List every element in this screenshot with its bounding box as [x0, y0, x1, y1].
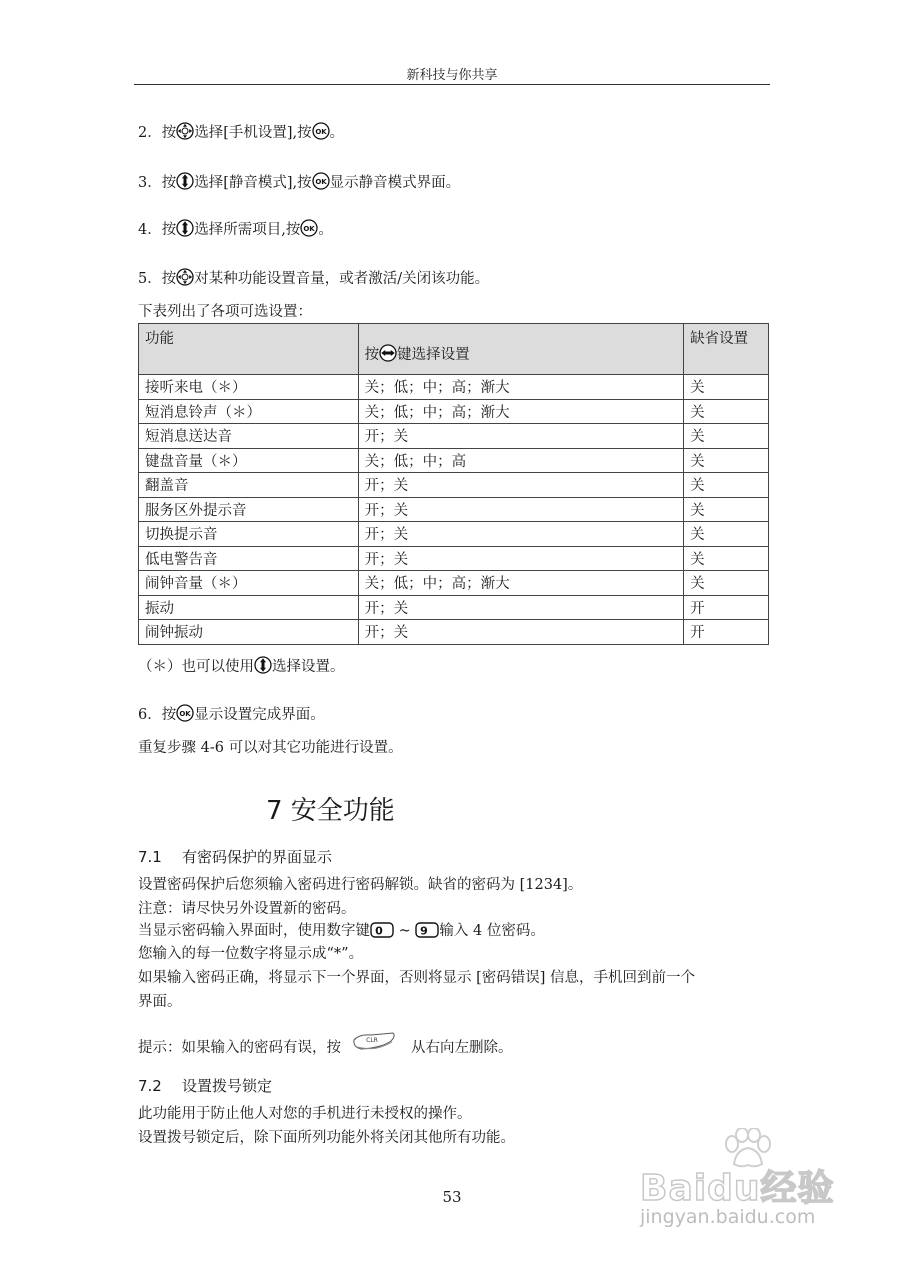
repeat-note: 重复步骤 4-6 可以对其它功能进行设置。 — [138, 740, 403, 756]
step-4-mid: 选择所需项目,按 — [194, 222, 301, 238]
nav-updown-icon — [176, 219, 194, 237]
svg-text:OK: OK — [179, 710, 191, 718]
step-2-mid: 选择[手机设置],按 — [194, 125, 312, 141]
table-row — [139, 620, 769, 645]
nav-4way-icon — [176, 122, 194, 140]
cell-options: 关；低；中；高；渐大 — [358, 399, 683, 424]
settings-table — [138, 323, 769, 645]
svg-text:OK: OK — [314, 128, 327, 136]
cell-function: 服务区外提示音 — [139, 497, 359, 522]
step-5-prefix: 5．按 — [138, 271, 177, 287]
key-9-label: 9 — [420, 924, 429, 938]
cell-default: 关 — [684, 375, 769, 400]
cell-default: 关 — [684, 473, 769, 498]
sec72-p1: 此功能用于防止他人对您的手机进行未授权的操作。 — [138, 1106, 472, 1122]
cell-function: 振动 — [139, 595, 359, 620]
cell-default: 开 — [684, 595, 769, 620]
table-row — [139, 497, 769, 522]
section-number: 7.2 — [138, 1077, 162, 1095]
tilde: ~ — [394, 923, 416, 939]
ok-key-icon — [300, 219, 318, 237]
step-4 — [138, 219, 333, 240]
section-7-1-heading — [138, 846, 332, 867]
note-star-prefix: （＊）也可以使用 — [138, 659, 254, 675]
table-row — [139, 522, 769, 547]
table-row — [139, 424, 769, 449]
sec72-p2: 设置拨号锁定后，除下面所列功能外将关闭其他所有功能。 — [138, 1130, 515, 1146]
cell-default: 开 — [684, 620, 769, 645]
cell-default: 关 — [684, 497, 769, 522]
page-header: 新科技与你共享 — [406, 68, 498, 83]
cell-function: 翻盖音 — [139, 473, 359, 498]
tip-prefix: 提示：如果输入的密码有误，按 — [138, 1040, 341, 1056]
cell-function: 短消息铃声（＊） — [139, 399, 359, 424]
sec71-p3-prefix: 当显示密码输入界面时，使用数字键 — [138, 923, 370, 939]
digit-0-key-icon — [370, 922, 394, 944]
nav-updown-icon — [254, 656, 272, 674]
nav-leftright-icon — [379, 344, 397, 362]
cell-default: 关 — [684, 448, 769, 473]
sec71-p1: 设置密码保护后您须输入密码进行密码解锁。缺省的密码为 [1234]。 — [138, 877, 583, 893]
step-5-suffix: 对某种功能设置音量，或者激活/关闭该功能。 — [194, 271, 490, 287]
section-title: 有密码保护的界面显示 — [182, 848, 333, 866]
sec71-p4: 您输入的每一位数字将显示成“*”。 — [138, 946, 364, 962]
cell-options: 开；关 — [358, 424, 683, 449]
cell-options: 关；低；中；高 — [358, 448, 683, 473]
sec71-p2: 注意：请尽快另外设置新的密码。 — [138, 901, 356, 917]
header-select — [358, 324, 683, 375]
tip-suffix: 从右向左删除。 — [411, 1040, 513, 1056]
step-6 — [138, 704, 325, 725]
table-intro: 下表列出了各项可选设置： — [138, 304, 312, 320]
cell-options: 关；低；中；高；渐大 — [358, 571, 683, 596]
nav-4way-icon — [176, 268, 194, 286]
step-2-prefix: 2．按 — [138, 125, 177, 141]
sec71-p3 — [138, 921, 545, 944]
step-5 — [138, 268, 489, 289]
step-3-mid: 选择[静音模式],按 — [194, 175, 312, 191]
header-select-prefix: 按 — [364, 347, 380, 363]
cell-options: 开；关 — [358, 546, 683, 571]
cell-default: 关 — [684, 571, 769, 596]
ok-key-icon — [312, 122, 330, 140]
section-title: 设置拨号锁定 — [182, 1077, 273, 1095]
header-function: 功能 — [139, 324, 359, 375]
ok-key-icon — [176, 704, 194, 722]
table-row — [139, 546, 769, 571]
table-row — [139, 375, 769, 400]
step-3-prefix: 3．按 — [138, 175, 177, 191]
step-2-suffix: 。 — [329, 125, 345, 141]
header-default: 缺省设置 — [684, 324, 769, 375]
chapter-title: 7 安全功能 — [266, 796, 395, 826]
step-3-suffix: 显示静音模式界面。 — [329, 175, 461, 191]
svg-text:OK: OK — [303, 225, 316, 233]
note-star-suffix: 选择设置。 — [272, 659, 345, 675]
table-row — [139, 473, 769, 498]
sec71-p5b: 界面。 — [138, 994, 182, 1010]
step-6-prefix: 6．按 — [138, 707, 177, 723]
step-4-prefix: 4．按 — [138, 222, 177, 238]
key-0-label: 0 — [375, 924, 383, 938]
cell-default: 关 — [684, 424, 769, 449]
cell-function: 闹钟振动 — [139, 620, 359, 645]
cell-options: 开；关 — [358, 595, 683, 620]
page-number: 53 — [442, 1188, 462, 1206]
step-2 — [138, 122, 344, 143]
cell-options: 开；关 — [358, 620, 683, 645]
svg-text:OK: OK — [314, 178, 327, 186]
cell-options: 开；关 — [358, 522, 683, 547]
table-header-row — [139, 324, 769, 375]
sec71-tip — [138, 1032, 513, 1060]
step-3 — [138, 172, 460, 193]
clr-key-icon — [351, 1032, 397, 1060]
cell-function: 闹钟音量（＊） — [139, 571, 359, 596]
note-star — [138, 656, 345, 677]
section-7-2-heading — [138, 1075, 272, 1096]
sec71-p3-suffix: 输入 4 位密码。 — [439, 923, 545, 939]
sec71-p5a: 如果输入密码正确，将显示下一个界面，否则将显示 [密码错误] 信息，手机回到前一个 — [138, 970, 696, 986]
step-4-suffix: 。 — [318, 222, 333, 238]
cell-default: 关 — [684, 522, 769, 547]
cell-options: 开；关 — [358, 497, 683, 522]
header-divider — [134, 84, 770, 85]
step-6-suffix: 显示设置完成界面。 — [194, 707, 325, 723]
cell-function: 切换提示音 — [139, 522, 359, 547]
cell-options: 开；关 — [358, 473, 683, 498]
cell-options: 关；低；中；高；渐大 — [358, 375, 683, 400]
cell-function: 键盘音量（＊） — [139, 448, 359, 473]
section-number: 7.1 — [138, 848, 162, 866]
watermark-brand: Baidu经验 — [640, 1168, 835, 1209]
digit-9-key-icon — [415, 922, 439, 944]
table-row — [139, 595, 769, 620]
table-row — [139, 448, 769, 473]
cell-default: 关 — [684, 399, 769, 424]
header-select-suffix: 键选择设置 — [397, 347, 470, 363]
watermark-url: jingyan.baidu.com — [640, 1206, 816, 1228]
table-row — [139, 571, 769, 596]
cell-function: 短消息送达音 — [139, 424, 359, 449]
nav-updown-icon — [176, 172, 194, 190]
cell-function: 低电警告音 — [139, 546, 359, 571]
cell-function: 接听来电（＊） — [139, 375, 359, 400]
cell-default: 关 — [684, 546, 769, 571]
clr-label: CLR — [366, 1037, 378, 1044]
table-row — [139, 399, 769, 424]
ok-key-icon — [312, 172, 330, 190]
